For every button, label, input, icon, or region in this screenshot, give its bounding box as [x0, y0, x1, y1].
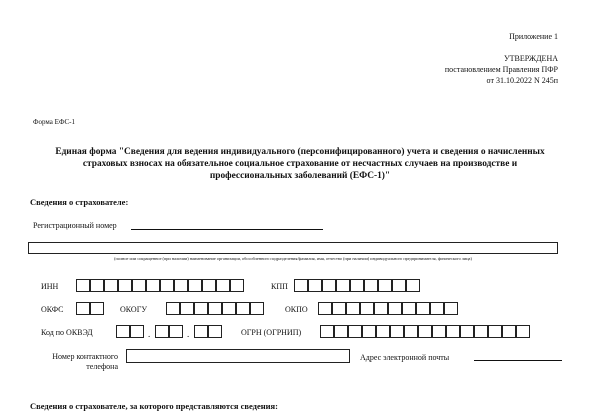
email-field[interactable]	[474, 360, 562, 361]
okpo-cell[interactable]	[318, 302, 332, 315]
reg-number-label: Регистрационный номер	[33, 221, 117, 230]
okved-dot-2: .	[187, 329, 190, 339]
okpo-cell[interactable]	[430, 302, 444, 315]
okved-cell[interactable]	[169, 325, 183, 338]
okved-cell[interactable]	[155, 325, 169, 338]
form-title-line-1: Единая форма "Сведения для ведения индивидуального (персонифицированного) учета и сведения о начисленных	[55, 147, 545, 157]
kpp-cell[interactable]	[378, 279, 392, 292]
okpo-cell[interactable]	[416, 302, 430, 315]
inn-cell[interactable]	[146, 279, 160, 292]
form-title-line-2: страховых взносах на обязательное социальное страхование от несчастных случаев на производстве и	[82, 159, 518, 169]
okved-field-part-2[interactable]	[155, 325, 183, 338]
okogu-field[interactable]	[166, 302, 250, 315]
phone-label-line-2: телефона	[86, 362, 118, 371]
ogrn-cell[interactable]	[320, 325, 334, 338]
ogrn-cell[interactable]	[516, 325, 530, 338]
approved-label: УТВЕРЖДЕНА	[503, 54, 558, 63]
okpo-cell[interactable]	[346, 302, 360, 315]
ogrn-cell[interactable]	[446, 325, 460, 338]
kpp-cell[interactable]	[322, 279, 336, 292]
okpo-cell[interactable]	[360, 302, 374, 315]
insurer-section-header: Сведения о страхователе:	[30, 197, 129, 207]
okogu-cell[interactable]	[208, 302, 222, 315]
okpo-cell[interactable]	[374, 302, 388, 315]
okpo-cell[interactable]	[444, 302, 458, 315]
ogrn-cell[interactable]	[348, 325, 362, 338]
inn-cell[interactable]	[188, 279, 202, 292]
okogu-cell[interactable]	[250, 302, 264, 315]
email-label: Адрес электронной почты	[360, 353, 450, 362]
okfs-field[interactable]	[76, 302, 104, 315]
okpo-cell[interactable]	[388, 302, 402, 315]
insurer-name-caption: (полное или сокращенное (при наличии) наименование организации, обособленного подразделения/фамилия, имя, отчество (при наличии) индивидуального предпринимателя, физического лица)	[114, 257, 472, 261]
ogrn-cell[interactable]	[404, 325, 418, 338]
okved-label: Код по ОКВЭД	[41, 328, 93, 337]
phone-label	[30, 352, 118, 372]
inn-cell[interactable]	[90, 279, 104, 292]
okved-cell[interactable]	[130, 325, 144, 338]
reg-number-field[interactable]	[131, 229, 323, 230]
insured-section-header: Сведения о страхователе, за которого представляются сведения:	[30, 401, 278, 411]
approved-by-label: постановлением Правления ПФР	[444, 65, 558, 74]
ogrn-cell[interactable]	[418, 325, 432, 338]
okogu-cell[interactable]	[222, 302, 236, 315]
kpp-cell[interactable]	[308, 279, 322, 292]
ogrn-cell[interactable]	[502, 325, 516, 338]
kpp-cell[interactable]	[364, 279, 378, 292]
inn-label: ИНН	[41, 282, 59, 291]
okfs-label: ОКФС	[41, 305, 64, 314]
form-code: Форма ЕФС-1	[33, 118, 75, 126]
phone-label-line-1: Номер контактного	[52, 352, 118, 361]
kpp-cell[interactable]	[392, 279, 406, 292]
inn-cell[interactable]	[202, 279, 216, 292]
okogu-cell[interactable]	[194, 302, 208, 315]
okved-cell[interactable]	[194, 325, 208, 338]
ogrn-cell[interactable]	[376, 325, 390, 338]
okved-cell[interactable]	[116, 325, 130, 338]
okogu-cell[interactable]	[180, 302, 194, 315]
ogrn-cell[interactable]	[334, 325, 348, 338]
kpp-cell[interactable]	[294, 279, 308, 292]
kpp-cell[interactable]	[406, 279, 420, 292]
inn-cell[interactable]	[230, 279, 244, 292]
ogrn-cell[interactable]	[474, 325, 488, 338]
kpp-field[interactable]	[294, 279, 418, 292]
okogu-cell[interactable]	[166, 302, 180, 315]
okpo-cell[interactable]	[332, 302, 346, 315]
ogrn-cell[interactable]	[362, 325, 376, 338]
okved-dot-1: .	[148, 329, 151, 339]
inn-cell[interactable]	[104, 279, 118, 292]
inn-cell[interactable]	[216, 279, 230, 292]
form-title-line-3: профессиональных заболеваний (ЕФС-1)"	[209, 171, 391, 181]
okved-field-part-3[interactable]	[194, 325, 222, 338]
inn-cell[interactable]	[76, 279, 90, 292]
okfs-cell[interactable]	[76, 302, 90, 315]
insurer-name-field[interactable]	[28, 242, 558, 254]
kpp-label: КПП	[271, 282, 288, 291]
okogu-label: ОКОГУ	[120, 305, 147, 314]
ogrn-cell[interactable]	[460, 325, 474, 338]
kpp-cell[interactable]	[336, 279, 350, 292]
okogu-cell[interactable]	[236, 302, 250, 315]
inn-field[interactable]	[76, 279, 260, 292]
kpp-cell[interactable]	[350, 279, 364, 292]
okpo-field[interactable]	[318, 302, 458, 315]
approval-date-number: от 31.10.2022 N 245п	[486, 76, 558, 85]
okved-field-part-1[interactable]	[116, 325, 144, 338]
inn-cell[interactable]	[174, 279, 188, 292]
okfs-cell[interactable]	[90, 302, 104, 315]
form-title	[22, 146, 578, 182]
okpo-label: ОКПО	[285, 305, 308, 314]
inn-cell[interactable]	[132, 279, 146, 292]
ogrn-cell[interactable]	[488, 325, 502, 338]
ogrn-field[interactable]	[320, 325, 530, 338]
okved-cell[interactable]	[208, 325, 222, 338]
inn-cell[interactable]	[160, 279, 174, 292]
ogrn-cell[interactable]	[390, 325, 404, 338]
okpo-cell[interactable]	[402, 302, 416, 315]
appendix-label: Приложение 1	[509, 32, 558, 41]
phone-field[interactable]	[126, 349, 350, 363]
ogrn-cell[interactable]	[432, 325, 446, 338]
ogrn-label: ОГРН (ОГРНИП)	[241, 328, 302, 337]
inn-cell[interactable]	[118, 279, 132, 292]
